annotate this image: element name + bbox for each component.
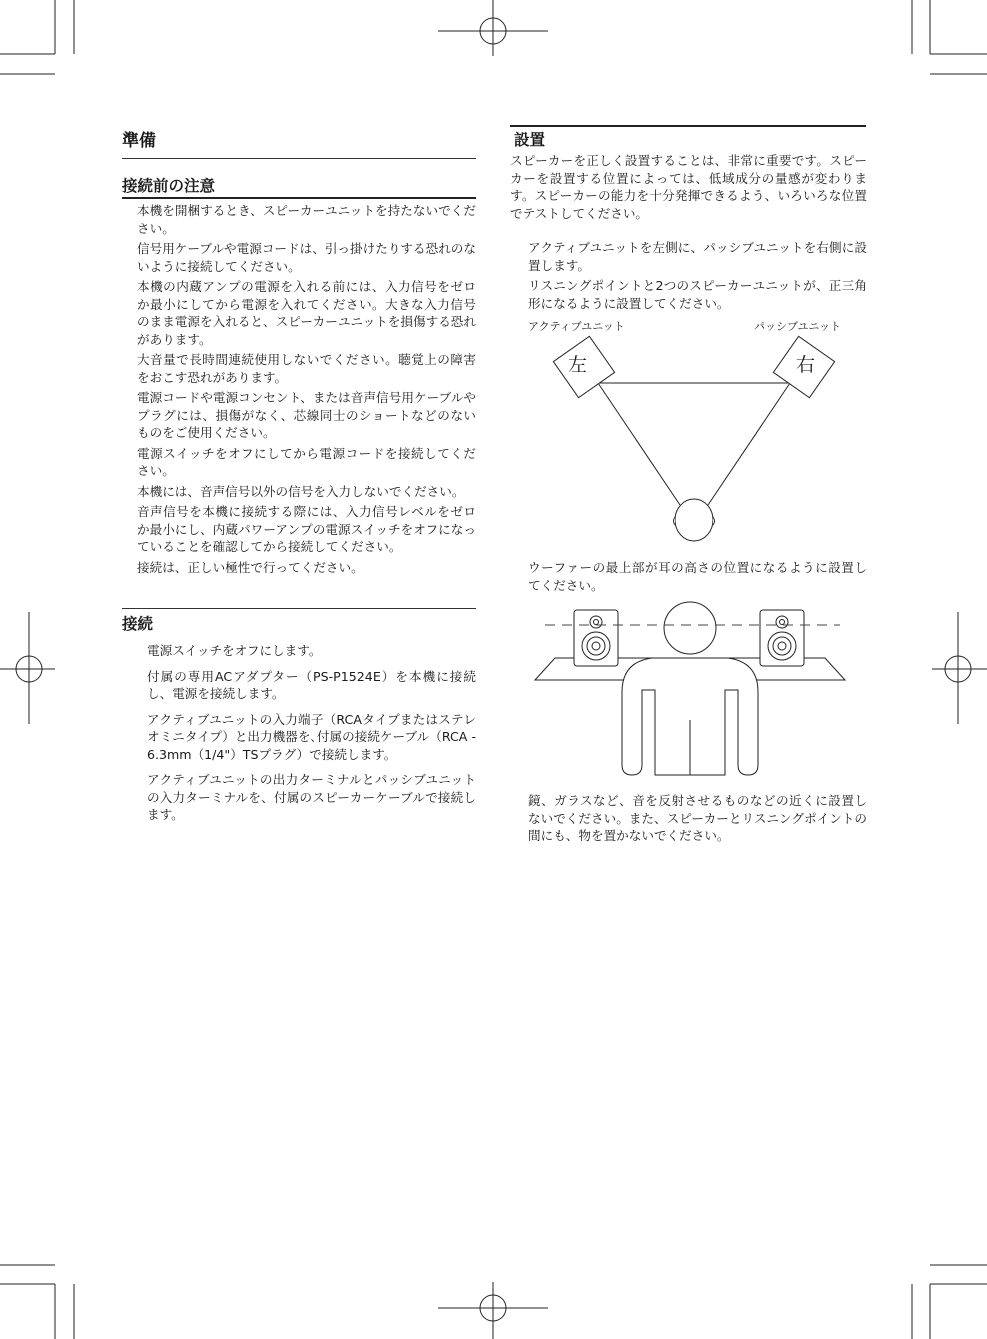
list-item: 電源コードや電源コンセント、または音声信号用ケーブルやプラグには、損傷がなく、芯線同士のショートなどのないものをご使用ください。	[137, 390, 476, 440]
active-unit-label: アクティブユニット	[528, 320, 625, 333]
list-item: 本機の内蔵アンプの電源を入れる前には、入力信号をゼロか最小にしてから電源を入れてください。大きな入力信号のまま電源を入れると、スピーカーユニットを損傷する恐れがあります。	[137, 279, 476, 347]
list-item: 電源スイッチをオフにします。	[147, 643, 322, 658]
right-mark: 右	[796, 354, 816, 376]
triangle-edge-right	[708, 383, 790, 505]
divider	[122, 608, 476, 609]
reflection-note: 鏡、ガラスなど、音を反射させるものなどの近くに設置しないでください。また、スピーカーとリスニングポイントの間にも、物を置かないでください。	[528, 793, 867, 843]
installation-section	[514, 130, 866, 150]
left-mark: 左	[568, 354, 588, 376]
section-title: 準備	[122, 131, 156, 151]
list-item: 接続は、正しい極性で行ってください。	[137, 559, 364, 575]
divider	[510, 125, 866, 127]
list-item: 付属の専用ACアダプター（PS-P1524E）を本機に接続し、電源を接続します。	[147, 668, 476, 701]
precautions-section	[122, 176, 476, 196]
triangle-edge-left	[598, 383, 680, 505]
connection-steps	[147, 642, 476, 827]
installation-list	[528, 239, 867, 315]
woofer-note-block	[528, 559, 867, 597]
list-item: 大音量で長時間連続使用しないでください。聴覚上の障害をおこす恐れがあります。	[137, 352, 476, 385]
left-column	[122, 130, 476, 152]
divider	[122, 158, 476, 159]
list-item: アクティブユニットの出力ターミナルとパッシブユニットの入力ターミナルを、付属のスピーカーケーブルで接続します。	[147, 772, 476, 822]
precautions-title: 接続前の注意	[122, 177, 216, 195]
list-item: 本機には、音声信号以外の信号を入力しないでください。	[137, 483, 465, 499]
installation-title: 設置	[514, 131, 546, 149]
list-item: 電源スイッチをオフにしてから電源コードを接続してください。	[137, 445, 476, 478]
list-item: 信号用ケーブルや電源コードは、引っ掛けたりする恐れのないように接続してください。	[137, 241, 476, 274]
woofer-note: ウーファーの最上部が耳の高さの位置になるように設置してください。	[528, 560, 867, 593]
list-item: アクティブユニットを左側に、パッシブユニットを右側に設置します。	[528, 240, 867, 273]
listener-head	[675, 499, 713, 541]
list-item: 本機を開梱するとき、スピーカーユニットを持たないでください。	[137, 203, 476, 236]
divider	[122, 197, 476, 199]
passive-unit-label: パッシブユニット	[754, 320, 842, 333]
connection-title: 接続	[122, 615, 154, 633]
connection-section	[122, 614, 476, 634]
list-item: アクティブユニットの入力端子（RCAタイプまたはステレオミニタイプ）と出力機器を､付属の接続ケーブル（RCA - 6.3mm（1/4"）TSプラグ）で接続します。	[147, 711, 476, 762]
precautions-list	[137, 202, 476, 579]
ear-height-diagram	[530, 600, 850, 780]
reflection-note-block	[528, 792, 867, 848]
listener-head	[664, 602, 716, 654]
installation-intro: スピーカーを正しく設置することは、非常に重要です。スピーカーを設置する位置によっては、低域成分の量感が変わります。スピーカーの能力を十分発揮できるよう、いろいろな位置でテストしてください。	[510, 153, 867, 221]
list-item: リスニングポイントと2つのスピーカーユニットが、正三角形になるように設置してください。	[528, 278, 867, 311]
list-item: 音声信号を本機に接続する際には、入力信号レベルをゼロか最小にし、内蔵パワーアンプの電源スイッチをオフになっていることを確認してから接続してください。	[137, 504, 476, 554]
installation-intro-block	[510, 152, 867, 225]
